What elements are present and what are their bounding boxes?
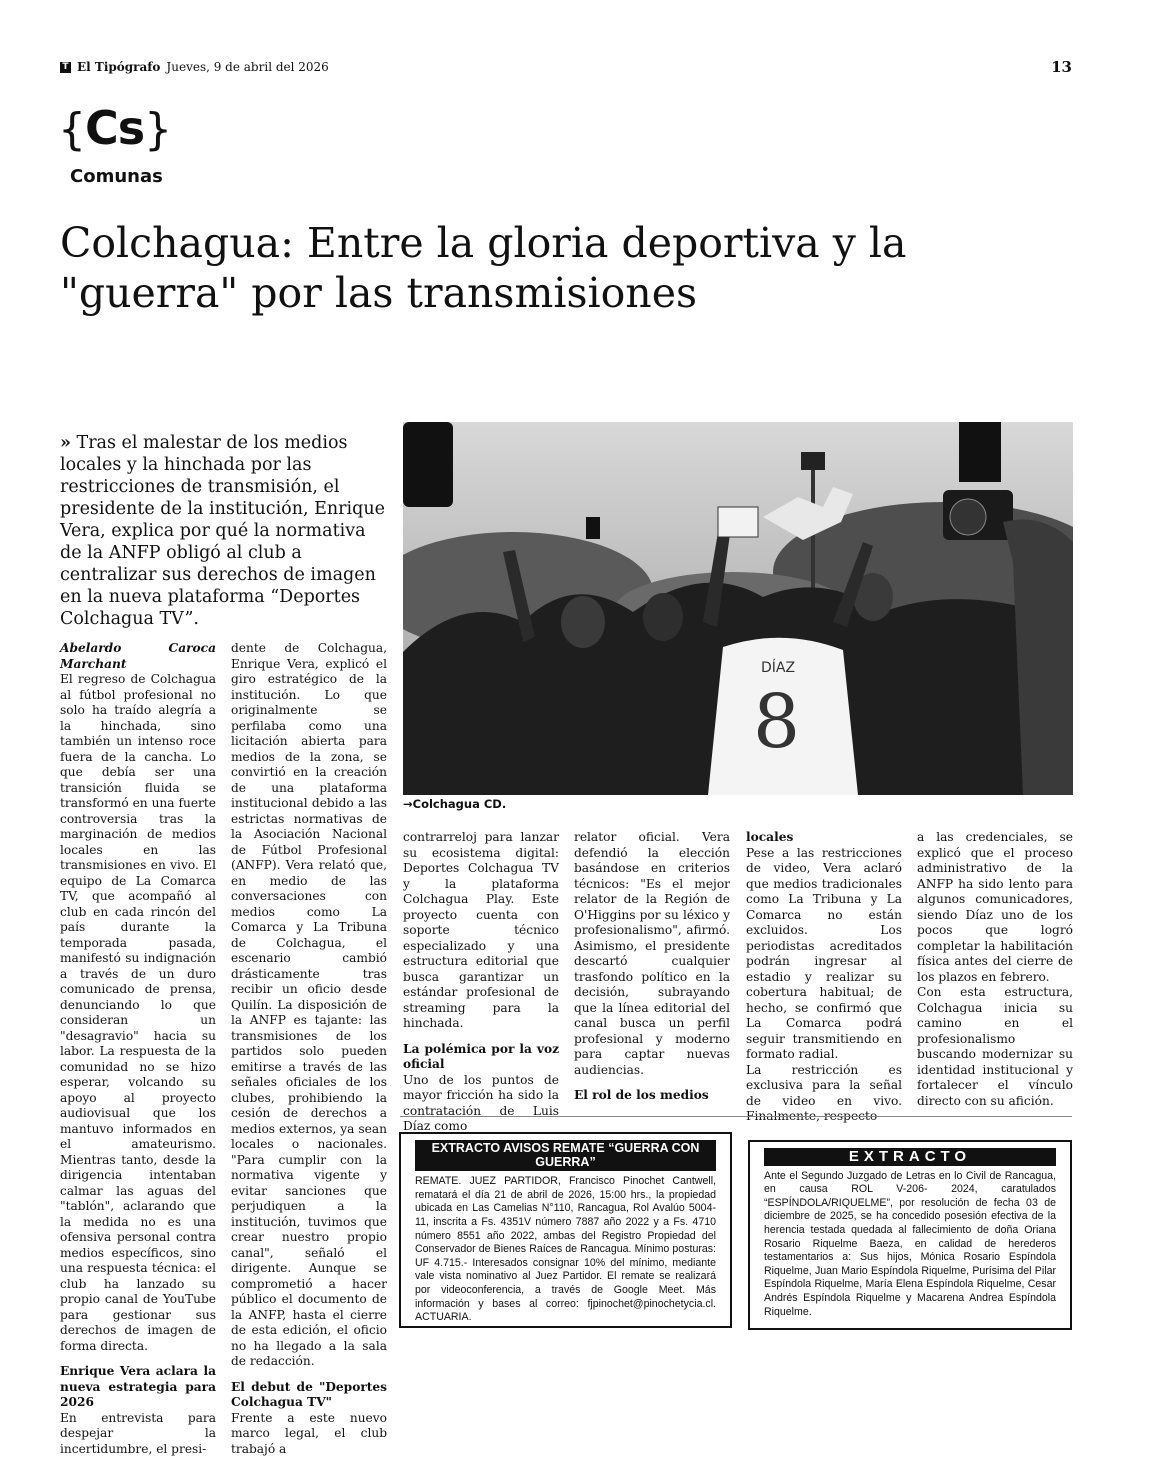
article-paragraph: El regreso de Colchagua al fútbol profesional no solo ha traído alegría a la hinchada, sino también un intenso roce fuera de la cancha. Lo que debía ser una transición fluida se transformó en una fuerte controversia tras la marginación de medios locales en las transmisiones en vivo. El equipo de La Comarca TV, que acompañó al club en cada rincón del país durante la temporada pasada, manifestó su indignación a través de un duro comunicado de prensa, denunciando lo que consideran un "desagravio" hacia su labor. La respuesta de la comunidad no se hizo esperar, volcando su apoyo al proyecto audiovisual que los mantuvo informados en el amateurismo. Mientras tanto, desde la dirigencia intentaban calmar las aguas del "tablón", aclarando que la medida no es una ofensiva personal contra medios específicos, sino una respuesta técnica: el club ha lanzado su propio canal de YouTube para gestionar sus derechos de imagen de forma directa. [60,672,216,1354]
lede-marker-icon: » [60,433,71,453]
lede [60,432,390,630]
jersey-number: 8 [753,679,800,765]
subheading: locales [746,830,902,846]
article-column-3 [403,830,559,1135]
legal-notice-extract [748,1140,1072,1330]
lede-text: Tras el malestar de los medios locales y la hinchada por las restricciones de transmisión, el presidente de la institución, Enrique Vera, explica por qué la normativa de la ANFP obligó al club a centralizar sus derechos de imagen en la nueva plataforma “Deportes Colchagua TV”. [60,433,385,629]
right-brace-icon: } [144,104,171,155]
jersey-name: DÍAZ [761,659,795,676]
subheading: La polémica por la voz oficial [403,1042,559,1073]
article-column-5 [746,830,902,1125]
newspaper-name: El Tipógrafo [77,60,160,74]
newspaper-logo-icon: T [60,62,71,73]
article-column-1 [60,641,216,1457]
article-paragraph: relator oficial. Vera defendió la elección basándose en criterios técnicos: "Es el mejor relator de la Región de O'Higgins por su léxico y profesionalismo", afirmó. Asimismo, el presidente descartó cualquier trasfondo político en la decisión, subrayando que la línea editorial del canal busca un perfil profesional y moderno para captar nuevas audiencias. [574,830,730,1078]
notices-divider [400,1116,1072,1117]
notice-title: EXTRACTO [764,1148,1056,1166]
article-paragraph: Pese a las restricciones de video, Vera aclaró que medios tradicionales como La Tribuna y La Comarca no están excluidos. Los periodistas acreditados podrán ingresar al estadio y realizar su cobertura habitual; de hecho, se confirmó que La Comarca podrá seguir transmitiendo en formato radial. [746,846,902,1063]
subheading: El debut de "Deportes Colchagua TV" [231,1380,387,1411]
article-paragraph: Uno de los puntos de mayor fricción ha sido la contratación de Luis Díaz como [403,1073,559,1135]
article-paragraph: La restricción es exclusiva para la señal de video en vivo. Finalmente, respecto [746,1063,902,1125]
section-code [58,100,171,158]
article-paragraph: En entrevista para despejar la incertidumbre, el presi- [60,1411,216,1457]
celebration-photo [403,422,1073,795]
article-column-4 [574,830,730,1104]
left-brace-icon: { [58,104,85,155]
article-paragraph: Frente a este nuevo marco legal, el club trabajó a [231,1411,387,1457]
article-paragraph: dente de Colchagua, Enrique Vera, explicó el giro estratégico de la institución. Lo que originalmente se perfilaba como una licitación abierta para medios de la zona, se convirtió en la creación de una plataforma institucional debido a las estrictas normativas de la Asociación Nacional de Fútbol Profesional (ANFP). Vera relató que, en medio de las conversaciones con medios como La Comarca y La Tribuna de Colchagua, el escenario cambió drásticamente tras recibir un oficio desde Quilín. La disposición de la ANFP es tajante: las transmisiones de los partidos solo pueden emitirse a través de las señales oficiales de los clubes, prohibiendo la cesión de derechos a medios externos, ya sean locales o nacionales. "Para cumplir con la normativa vigente y evitar sanciones que perjudiquen a la institución, tuvimos que crear nuestro propio canal", señaló el dirigente. Aunque se comprometió a hacer público el documento de la ANFP, hasta el cierre de esta edición, el oficio no ha llegado a la sala de redacción. [231,641,387,1370]
section-marker [58,100,171,158]
photo-caption: →Colchagua CD. [403,797,506,811]
article-column-2 [231,641,387,1457]
headline: Colchagua: Entre la gloria deportiva y la "guerra" por las transmisiones [60,218,960,318]
section-code-text: Cs [85,101,144,155]
notice-body: REMATE. JUEZ PARTIDOR, Francisco Pinochet Cantwell, rematará el día 21 de abril de 2026, 15:00 hrs., la propiedad ubicada en Las Camelias N°110, Rancagua, Rol Avalúo 5004-11, inscrita a Fs. 4351V número 7887 año 2022 y a Fs. 4710 número 8551 año 2022, ambas del Registro Propiedad del Conservador de Bienes Raíces de Rancagua. Mínimo posturas: UF 4.715.- Interesados consignar 10% del mínimo, mediante vale vista nominativo al Juez Partidor. El remate se realizará por videoconferencia, a través de Google Meet. Más información y bases al correo: fjpinochet@pinochetycia.cl. ACTUARIA. [401,1175,730,1333]
legal-notice-auction [399,1132,732,1328]
notice-body: Ante el Segundo Juzgado de Letras en lo Civil de Rancagua, en causa ROL V-206- 2024, caratulados “ESPÍNDOLA/RIQUELME”, por resolución de fecha 03 de diciembre de 2025, se ha concedido posesión efectiva de la herencia testada quedada al fallecimiento de doña Oriana Rosario Riquelme Baeza, en calidad de herederos testamentarios a: Sus hijos, Mónica Rosario Espíndola Riquelme, Juan Mario Espíndola Riquelme, Purísima del Pilar Espíndola Riquelme, María Elena Espíndola Riquelme, Cesar Andrés Espíndola Riquelme y Macarena Andrea Espíndola Riquelme. [750,1170,1070,1328]
article-paragraph: Con esta estructura, Colchagua inicia su camino en el profesionalismo buscando modernizar su identidad institucional y fortalecer el vínculo directo con su afición. [917,985,1073,1109]
masthead [60,60,329,74]
page-number: 13 [1051,58,1072,76]
issue-date: Jueves, 9 de abril del 2026 [166,60,328,74]
subheading: Enrique Vera aclara la nueva estrategia para 2026 [60,1364,216,1411]
section-name: Comunas [70,166,163,187]
subheading: El rol de los medios [574,1088,730,1104]
byline: Abelardo Caroca Marchant [60,641,216,672]
notice-title: EXTRACTO AVISOS REMATE “GUERRA CON GUERRA” [415,1140,716,1171]
article-paragraph: a las credenciales, se explicó que el proceso administrativo de la ANFP ha sido lento para algunos comunicadores, siendo Díaz uno de los pocos que logró completar la habilitación física antes del cierre de los plazos en febrero. [917,830,1073,985]
article-column-6 [917,830,1073,1109]
article-paragraph: contrarreloj para lanzar su ecosistema digital: Deportes Colchagua TV y la plataforma Colchagua Play. Este proyecto cuenta con soporte técnico especializado y una estructura editorial que busca garantizar un estándar profesional de streaming para la hinchada. [403,830,559,1032]
